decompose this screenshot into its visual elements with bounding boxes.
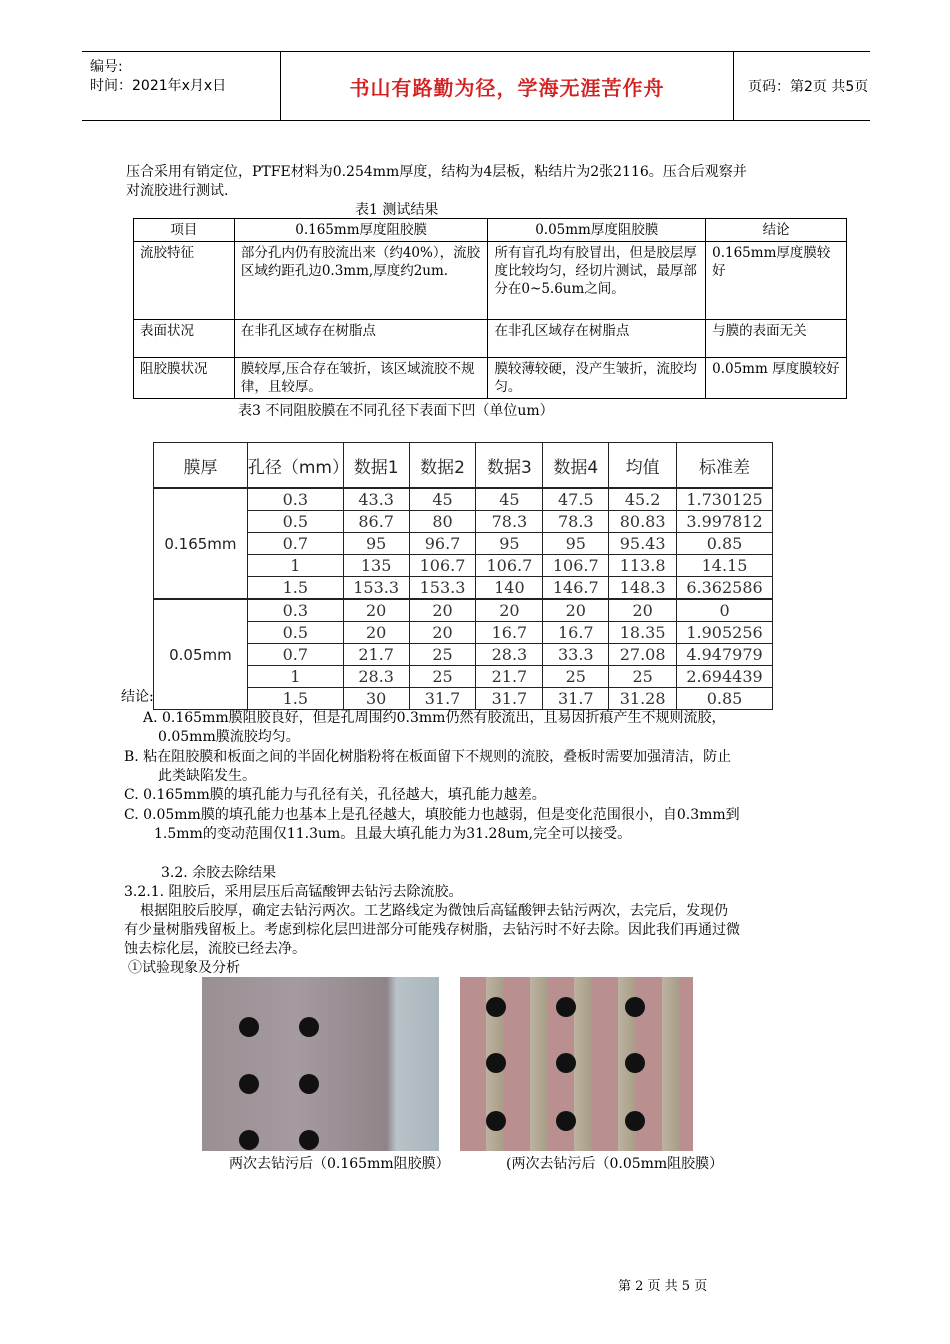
drill-hole [239, 1130, 259, 1150]
drill-hole [556, 997, 576, 1017]
section-heading: 3.2. 余胶去除结果 [161, 865, 277, 881]
drill-hole [299, 1074, 319, 1094]
table-cell: 表面状况 [134, 320, 235, 358]
drill-hole [486, 997, 506, 1017]
header-cell: 数据4 [543, 443, 609, 489]
table-cell: 106.7 [476, 555, 543, 577]
table-cell: 28.3 [343, 666, 409, 688]
section-para-line-2: 有少量树脂残留板上。考虑到棕化层凹进部分可能残存树脂，去钻污时不好去除。因此我们再通过微 [124, 922, 740, 938]
conclusion-label: 结论: [121, 689, 154, 705]
section-para-line-1: 根据阻胶后胶厚，确定去钻污两次。工艺路线定为微蚀后高锰酸钾去钻污两次，去完后，发现仍 [140, 903, 728, 919]
table-cell: 20 [409, 622, 476, 644]
table-cell: 20 [343, 599, 409, 622]
photo-caption-left: 两次去钻污后（0.165mm阻胶膜） [229, 1156, 450, 1172]
table-cell: 153.3 [409, 577, 476, 600]
drill-hole [239, 1017, 259, 1037]
drill-hole [556, 1111, 576, 1131]
table-row [134, 242, 847, 320]
table-row [134, 320, 847, 358]
drill-hole [299, 1017, 319, 1037]
header-cell: 膜厚 [154, 443, 248, 489]
table-cell: 所有盲孔均有胶冒出，但是胶层厚度比较均匀，经切片测试，最厚部分在0~5.6um之间。 [488, 242, 706, 320]
table-cell: 25 [543, 666, 609, 688]
table-cell: 78.3 [476, 511, 543, 533]
table-cell: 146.7 [543, 577, 609, 600]
intro-line-2: 对流胶进行测试. [126, 183, 229, 199]
conclusion-c-line-3: 1.5mm的变动范围仅11.3um。且最大填孔能力为31.28um,完全可以接受。 [154, 826, 632, 842]
table-cell: 31.7 [543, 688, 609, 710]
table-cell: 20 [476, 599, 543, 622]
conclusion-a-line-1: A. 0.165mm膜阻胶良好，但是孔周围约0.3mm仍然有胶流出，且易因折痕产生不规则流胶， [143, 710, 726, 726]
table-cell: 1.730125 [677, 488, 773, 511]
table-cell: 21.7 [343, 644, 409, 666]
section-para-line-3: 蚀去棕化层，流胶已经去净。 [124, 941, 306, 957]
conclusion-a-line-2: 0.05mm膜流胶均匀。 [158, 729, 300, 745]
surface-dent-table [153, 442, 773, 710]
table-cell: 27.08 [609, 644, 677, 666]
photo-005mm-film [460, 977, 693, 1151]
table-cell: 86.7 [343, 511, 409, 533]
drill-hole [625, 997, 645, 1017]
table-cell: 膜较厚,压合存在皱折，该区域流胶不规律，且较厚。 [234, 358, 488, 399]
table-cell: 部分孔内仍有胶流出来（约40%），流胶区域约距孔边0.3mm,厚度约2um. [234, 242, 488, 320]
table-cell: 31.7 [409, 688, 476, 710]
photo-0165mm-film [202, 977, 439, 1151]
conclusion-c-line-2: C. 0.05mm膜的填孔能力也基本上是孔径越大，填胶能力也越弱，但是变化范围很小，自0.3mm到 [124, 807, 740, 823]
table-cell: 135 [343, 555, 409, 577]
drill-hole [486, 1111, 506, 1131]
table-cell: 1 [247, 666, 343, 688]
table-cell: 31.7 [476, 688, 543, 710]
drill-hole [239, 1074, 259, 1094]
table-cell: 1 [247, 555, 343, 577]
table-cell: 45 [476, 488, 543, 511]
table-header-row [154, 443, 773, 489]
table-cell: 45.2 [609, 488, 677, 511]
header-cell: 项目 [134, 219, 235, 242]
photo-caption-right: (两次去钻污后（0.05mm阻胶膜） [506, 1156, 724, 1172]
table-cell: 21.7 [476, 666, 543, 688]
film-thickness-cell: 0.165mm [154, 488, 248, 599]
table-cell: 47.5 [543, 488, 609, 511]
drill-hole [486, 1053, 506, 1073]
film-thickness-cell: 0.05mm [154, 599, 248, 710]
table-header-row [134, 219, 847, 242]
test-results-table [133, 218, 847, 399]
table-cell: 1.5 [247, 577, 343, 600]
table-cell: 25 [409, 666, 476, 688]
header-cell: 数据3 [476, 443, 543, 489]
table-row [154, 599, 773, 622]
table-cell: 95 [343, 533, 409, 555]
intro-line-1: 压合采用有销定位，PTFE材料为0.254mm厚度，结构为4层板，粘结片为2张2116。压合后观察并 [126, 164, 747, 180]
table-cell: 95 [543, 533, 609, 555]
table-cell: 80 [409, 511, 476, 533]
table-cell: 31.28 [609, 688, 677, 710]
table-cell: 45 [409, 488, 476, 511]
table-cell: 20 [543, 599, 609, 622]
header-cell: 结论 [706, 219, 847, 242]
table-cell: 0.7 [247, 533, 343, 555]
table-cell: 1.905256 [677, 622, 773, 644]
serial-label: 编号: [90, 59, 123, 75]
table-cell: 0.85 [677, 688, 773, 710]
drill-hole [625, 1053, 645, 1073]
table-cell: 3.997812 [677, 511, 773, 533]
table-cell: 95.43 [609, 533, 677, 555]
table-cell: 6.362586 [677, 577, 773, 600]
table3-body [154, 488, 773, 710]
conclusion-b-line-1: B. 粘在阻胶膜和板面之间的半固化树脂粉将在板面留下不规则的流胶，叠板时需要加强清洁，防止 [124, 749, 732, 765]
page-footer: 第 2 页 共 5 页 [618, 1279, 708, 1294]
header-cell: 0.165mm厚度阻胶膜 [234, 219, 488, 242]
table-cell: 153.3 [343, 577, 409, 600]
table-cell: 与膜的表面无关 [706, 320, 847, 358]
table-cell: 148.3 [609, 577, 677, 600]
table-cell: 25 [609, 666, 677, 688]
table-cell: 膜较薄较硬，没产生皱折，流胶均匀。 [488, 358, 706, 399]
table-cell: 16.7 [543, 622, 609, 644]
date-label: 时间：2021年x月x日 [90, 78, 227, 94]
table-row [134, 358, 847, 399]
table-cell: 0.3 [247, 488, 343, 511]
section-item: ①试验现象及分析 [128, 960, 240, 976]
table-cell: 0 [677, 599, 773, 622]
table-cell: 33.3 [543, 644, 609, 666]
table-cell: 25 [409, 644, 476, 666]
table-cell: 20 [343, 622, 409, 644]
header-cell: 均值 [609, 443, 677, 489]
table-cell: 43.3 [343, 488, 409, 511]
table-cell: 0.05mm 厚度膜较好 [706, 358, 847, 399]
table-cell: 28.3 [476, 644, 543, 666]
header-cell: 数据2 [409, 443, 476, 489]
table1-caption: 表1 测试结果 [355, 202, 439, 218]
table-cell: 14.15 [677, 555, 773, 577]
table-cell: 1.5 [247, 688, 343, 710]
table-cell: 0.5 [247, 511, 343, 533]
header-motto: 书山有路勤为径，学海无涯苦作舟 [280, 52, 734, 120]
table-cell: 78.3 [543, 511, 609, 533]
drill-hole [556, 1053, 576, 1073]
header-meta [90, 58, 226, 96]
table-cell: 0.7 [247, 644, 343, 666]
table-cell: 0.165mm厚度膜较好 [706, 242, 847, 320]
drill-hole [625, 1111, 645, 1131]
table-cell: 95 [476, 533, 543, 555]
header-cell: 数据1 [343, 443, 409, 489]
table-cell: 0.3 [247, 599, 343, 622]
header-cell: 孔径（mm） [247, 443, 343, 489]
table-cell: 106.7 [409, 555, 476, 577]
table-cell: 20 [609, 599, 677, 622]
table-cell: 140 [476, 577, 543, 600]
conclusion-c-line-1: C. 0.165mm膜的填孔能力与孔径有关，孔径越大，填孔能力越差。 [124, 787, 546, 803]
header-page-info: 页码：第2页 共5页 [748, 79, 869, 95]
table-cell: 106.7 [543, 555, 609, 577]
table-cell: 0.85 [677, 533, 773, 555]
table-cell: 流胶特征 [134, 242, 235, 320]
conclusion-b-line-2: 此类缺陷发生。 [158, 768, 256, 784]
table-cell: 20 [409, 599, 476, 622]
table-cell: 在非孔区域存在树脂点 [234, 320, 488, 358]
table-cell: 0.5 [247, 622, 343, 644]
page-header [82, 51, 870, 121]
drill-hole [299, 1130, 319, 1150]
table-cell: 4.947979 [677, 644, 773, 666]
header-cell: 标准差 [677, 443, 773, 489]
table-cell: 80.83 [609, 511, 677, 533]
table-cell: 在非孔区域存在树脂点 [488, 320, 706, 358]
table-cell: 2.694439 [677, 666, 773, 688]
header-cell: 0.05mm厚度阻胶膜 [488, 219, 706, 242]
table-cell: 16.7 [476, 622, 543, 644]
table-cell: 阻胶膜状况 [134, 358, 235, 399]
table3-caption: 表3 不同阻胶膜在不同孔径下表面下凹（单位um） [238, 403, 554, 419]
section-subheading: 3.2.1. 阻胶后，采用层压后高锰酸钾去钻污去除流胶。 [124, 884, 463, 900]
table-row [154, 488, 773, 511]
table-cell: 96.7 [409, 533, 476, 555]
table-cell: 30 [343, 688, 409, 710]
table-cell: 18.35 [609, 622, 677, 644]
table-cell: 113.8 [609, 555, 677, 577]
